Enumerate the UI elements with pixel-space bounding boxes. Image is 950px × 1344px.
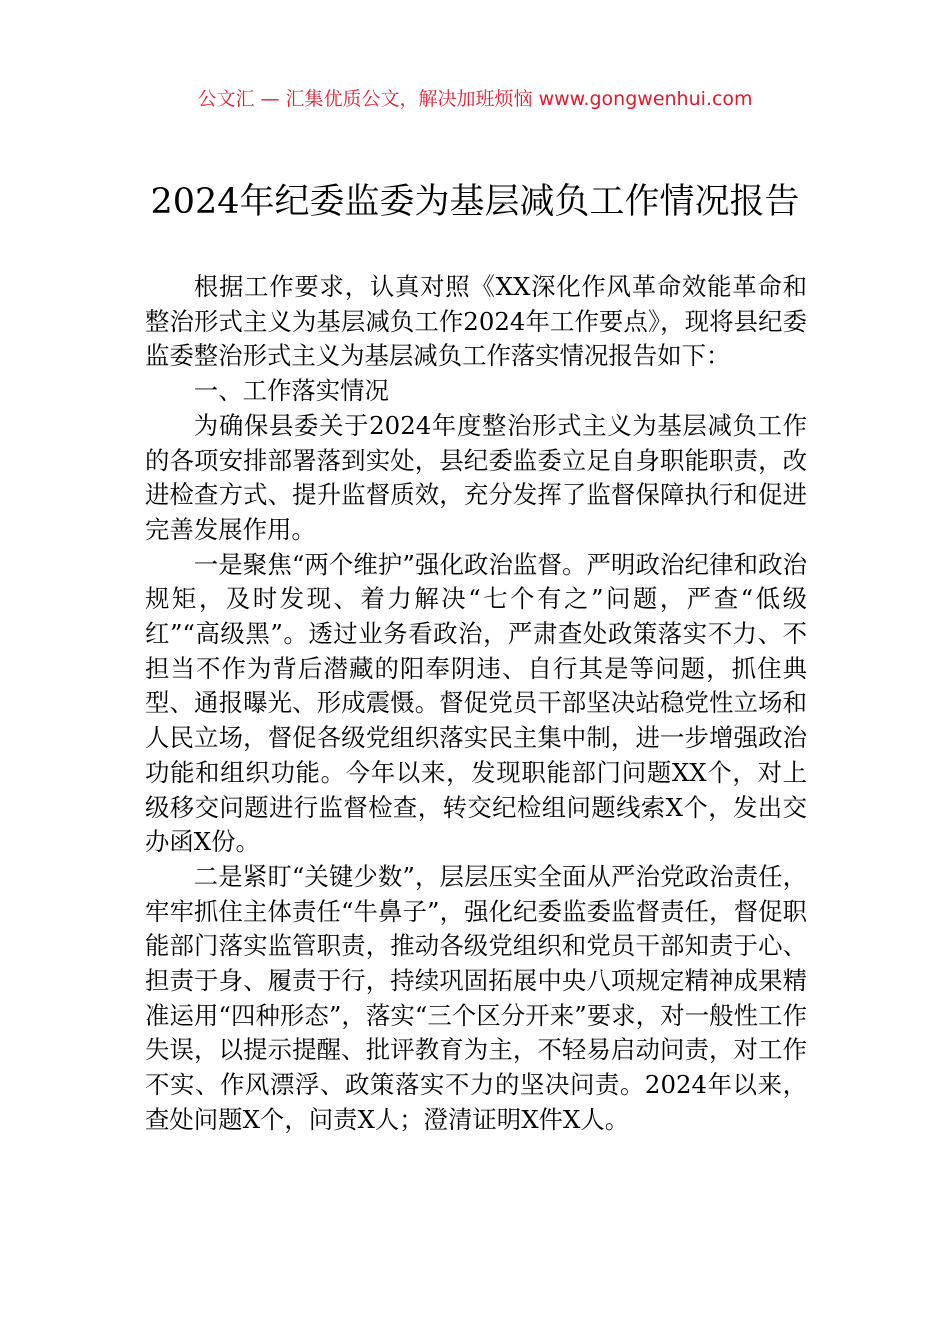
header-watermark-banner: 公文汇 — 汇集优质公文，解决加班烦恼 www.gongwenhui.com	[197, 88, 753, 110]
body-paragraph: 一是聚焦“两个维护”强化政治监督。严明政治纪律和政治规矩，及时发现、着力解决“七个有之”问题，严查“低级红”“高级黑”。透过业务看政治，严肃查处政策落实不力、不担当不作为背后潜藏的阳奉阴违、自行其是等问题，抓住典型、通报曝光、形成震慑。督促党员干部坚决站稳党性立场和人民立场，督促各级党组织落实民主集中制，进一步增强政治功能和组织功能。今年以来，发现职能部门问题XX个，对上级移交问题进行监督检查，转交纪检组问题线索X个，发出交办函X份。	[145, 549, 807, 857]
body-paragraph: 为确保县委关于2024年度整治形式主义为基层减负工作的各项安排部署落到实处，县纪委监委立足自身职能职责，改进检查方式、提升监督质效，充分发挥了监督保障执行和促进完善发展作用。	[145, 410, 807, 544]
document-title: 2024年纪委监委为基层减负工作情况报告	[150, 182, 800, 222]
document-body	[145, 270, 807, 1138]
section-heading: 一、工作落实情况	[193, 376, 389, 406]
intro-paragraph: 根据工作要求，认真对照《XX深化作风革命效能革命和整治形式主义为基层减负工作2024年工作要点》，现将县纪委监委整治形式主义为基层减负工作落实情况报告如下：	[145, 272, 807, 371]
body-paragraph: 二是紧盯“关键少数”，层层压实全面从严治党政治责任，牢牢抓住主体责任“牛鼻子”，强化纪委监委监督责任，督促职能部门落实监管职责，推动各级党组织和党员干部知责于心、担责于身、履责于行，持续巩固拓展中央八项规定精神成果精准运用“四种形态”，落实“三个区分开来”要求，对一般性工作失误，以提示提醒、批评教育为主，不轻易启动问责，对工作不实、作风漂浮、政策落实不力的坚决问责。2024年以来，查处问题X个，问责X人；澄清证明X件X人。	[145, 861, 807, 1134]
